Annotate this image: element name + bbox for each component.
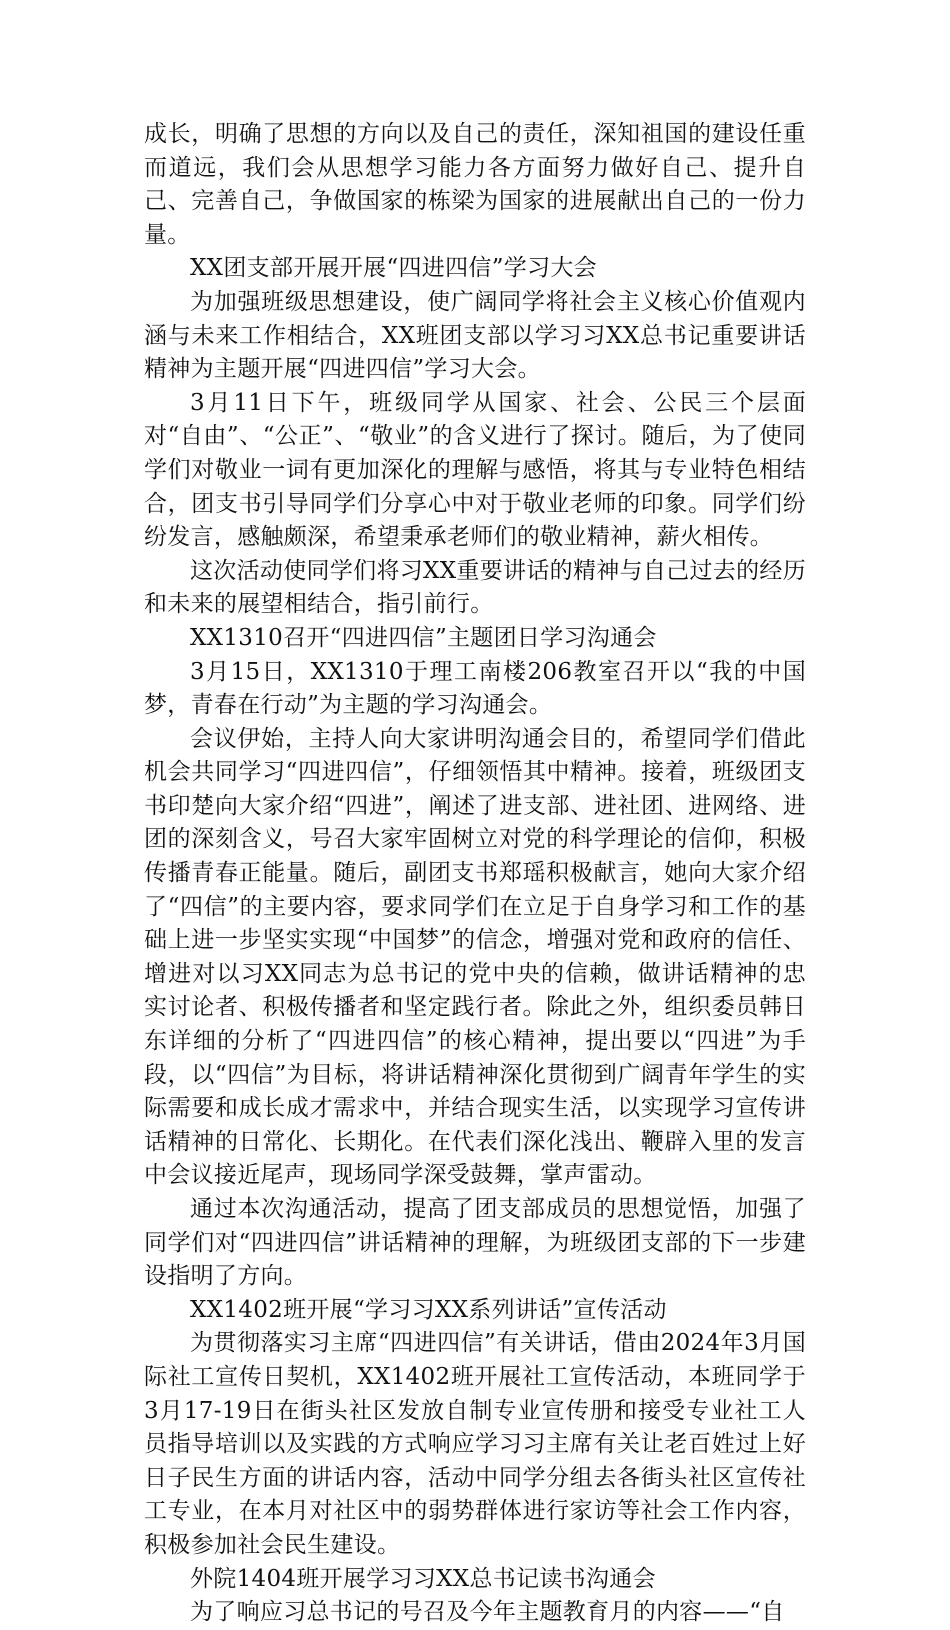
paragraph-body-1: 成长，明确了思想的方向以及自己的责任，深知祖国的建设任重而道远，我们会从思想学习能力各方面努力做好自己、提升自己、完善自己，争做国家的栋梁为国家的进展献出自己的一份力量。 [144,121,806,248]
section-heading-1: XX团支部开展开展“四进四信”学习大会 [190,255,597,282]
paragraph-body-4: 这次活动使同学们将习XX重要讲话的精神与自己过去的经历和未来的展望相结合，指引前行。 [144,557,806,618]
paragraph-body-8: 为贯彻落实习主席“四进四信”有关讲话，借由2024年3月国际社工宣传日契机，XX1402班开展社工宣传活动，本班同学于3月17-19日在街头社区发放自制专业宣传册和接受专业社工人员指导培训以及实践的方式响应学习习主席有关让老百姓过上好日子民生方面的讲话内容，活动中同学分组去各街头社区宣传社工专业，在本月对社区中的弱势群体进行家访等社会工作内容，积极参加社会民生建设。 [144,1330,806,1558]
paragraph-body-7: 通过本次沟通活动，提高了团支部成员的思想觉悟，加强了同学们对“四进四信”讲话精神的理解，为班级团支部的下一步建设指明了方向。 [144,1196,806,1290]
paragraph-body-3: 3月11日下午，班级同学从国家、社会、公民三个层面对“自由”、“公正”、“敬业”的含义进行了探讨。随后，为了使同学们对敬业一词有更加深化的理解与感悟，将其与专业特色相结合，团支书引导同学们分享心中对于敬业老师的印象。同学们纷纷发言，感触颇深，希望秉承老师们的敬业精神，薪火相传。 [144,389,806,551]
paragraph-body-9: 为了响应习总书记的号召及今年主题教育月的内容——“自 [190,1599,785,1626]
section-heading-3: XX1402班开展“学习习XX系列讲话”宣传活动 [190,1296,667,1323]
section-heading-2: XX1310召开“四进四信”主题团日学习沟通会 [190,624,657,651]
paragraph-body-5: 3月15日，XX1310于理工南楼206教室召开以“我的中国梦，青春在行动”为主题的学习沟通会。 [144,658,806,719]
paragraph-body-2: 为加强班级思想建设，使广阔同学将社会主义核心价值观内涵与未来工作相结合，XX班团支部以学习习XX总书记重要讲话精神为主题开展“四进四信”学习大会。 [144,288,806,383]
paragraph-body-6: 会议伊始，主持人向大家讲明沟通会目的，希望同学们借此机会共同学习“四进四信”，仔细领悟其中精神。接着，班级团支书印楚向大家介绍“四进”，阐述了进支部、进社团、进网络、进团的深刻含义，号召大家牢固树立对党的科学理论的信仰，积极传播青春正能量。随后，副团支书郑瑶积极献言，她向大家介绍了“四信”的主要内容，要求同学们在立足于自身学习和工作的基础上进一步坚实实现“中国梦”的信念，增强对党和政府的信任、增进对以习XX同志为总书记的党中央的信赖，做讲话精神的忠实讨论者、积极传播者和坚定践行者。除此之外，组织委员韩日东详细的分析了“四进四信”的核心精神，提出要以“四进”为手段，以“四信”为目标，将讲话精神深化贯彻到广阔青年学生的实际需要和成长成才需求中，并结合现实生活，以实现学习宣传讲话精神的日常化、长期化。在代表们深化浅出、鞭辟入里的发言中会议接近尾声，现场同学深受鼓舞，掌声雷动。 [144,725,806,1189]
document-page [144,118,806,1630]
section-heading-4: 外院1404班开展学习习XX总书记读书沟通会 [190,1565,656,1592]
